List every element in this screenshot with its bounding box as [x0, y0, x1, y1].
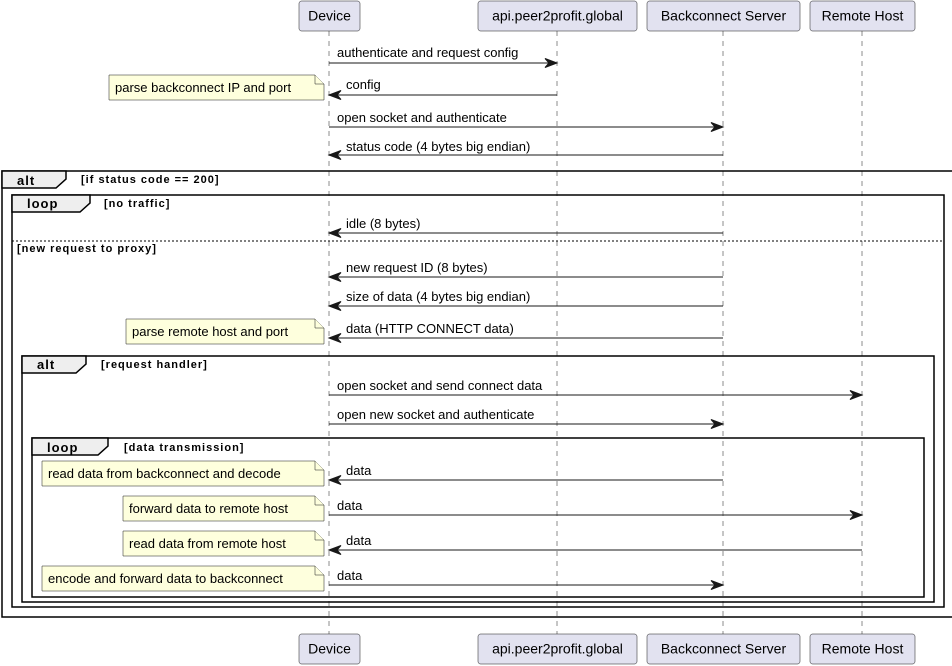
fragment-keyword: loop	[27, 196, 59, 211]
message-data-from-remote	[329, 533, 862, 555]
message-data-to-remote	[329, 498, 862, 520]
message-config	[329, 77, 557, 100]
note-parse-backconnect	[109, 75, 324, 100]
note-label: parse backconnect IP and port	[115, 80, 292, 95]
note-label: read data from remote host	[129, 536, 286, 551]
participant-backconnect-bottom	[647, 634, 800, 664]
participant-label: api.peer2profit.global	[492, 7, 623, 24]
message-data-to-backconnect	[329, 568, 723, 590]
fragment-guard: [request handler]	[101, 359, 208, 371]
fragment-keyword: loop	[47, 440, 79, 455]
participant-remote-host-top	[810, 1, 915, 31]
note-label: encode and forward data to backconnect	[48, 571, 283, 586]
participant-label: Device	[308, 7, 351, 24]
note-label: parse remote host and port	[132, 324, 289, 339]
fragment-keyword: alt	[17, 173, 36, 188]
message-data-from-backconnect	[329, 463, 723, 485]
message-label: open socket and authenticate	[337, 110, 507, 125]
message-label: data	[337, 498, 363, 513]
participant-label: Remote Host	[821, 7, 904, 24]
note-encode-forward	[42, 566, 324, 591]
message-label: data	[337, 568, 363, 583]
message-label: config	[346, 77, 381, 92]
message-label: data	[346, 533, 372, 548]
participant-label: api.peer2profit.global	[492, 640, 623, 657]
message-label: open socket and send connect data	[337, 378, 543, 393]
message-label: idle (8 bytes)	[346, 216, 421, 231]
fragment-guard: [data transmission]	[124, 442, 245, 454]
participant-api-bottom	[478, 634, 637, 664]
message-label: size of data (4 bytes big endian)	[346, 289, 531, 304]
fragment-guard: [if status code == 200]	[81, 174, 220, 186]
participant-device-top	[299, 1, 360, 31]
message-label: status code (4 bytes big endian)	[346, 139, 531, 154]
participant-label: Remote Host	[821, 640, 904, 657]
note-fold	[315, 461, 324, 470]
note-parse-remote-host	[126, 319, 324, 344]
note-label: read data from backconnect and decode	[48, 466, 281, 481]
note-forward-to-remote	[123, 496, 324, 521]
participant-label: Backconnect Server	[660, 640, 787, 657]
message-size-of-data	[329, 289, 723, 311]
message-label: data	[346, 463, 372, 478]
participant-label: Backconnect Server	[660, 7, 787, 24]
message-label: data (HTTP CONNECT data)	[346, 321, 514, 336]
note-fold	[315, 496, 324, 505]
note-read-from-remote	[123, 531, 324, 556]
message-status-code	[329, 139, 723, 160]
message-label: new request ID (8 bytes)	[346, 260, 488, 275]
note-label: forward data to remote host	[129, 501, 288, 516]
else-guard: [new request to proxy]	[17, 243, 157, 255]
message-authenticate-request-config	[329, 45, 557, 68]
note-read-from-backconnect	[42, 461, 324, 486]
participant-device-bottom	[299, 634, 360, 664]
message-label: authenticate and request config	[337, 45, 519, 60]
fragment-keyword: alt	[37, 357, 56, 372]
message-open-socket-send-connect	[329, 378, 862, 400]
participant-api-top	[478, 1, 637, 31]
message-open-new-socket	[329, 407, 723, 429]
message-http-connect-data	[329, 321, 723, 343]
note-fold	[315, 319, 324, 328]
participant-label: Device	[308, 640, 351, 657]
message-idle	[329, 216, 723, 238]
message-new-request-id	[329, 260, 723, 282]
message-open-socket-authenticate	[329, 110, 723, 132]
participant-remote-host-bottom	[810, 634, 915, 664]
message-label: open new socket and authenticate	[337, 407, 535, 422]
fragment-guard: [no traffic]	[104, 198, 171, 210]
participant-backconnect-top	[647, 1, 800, 31]
